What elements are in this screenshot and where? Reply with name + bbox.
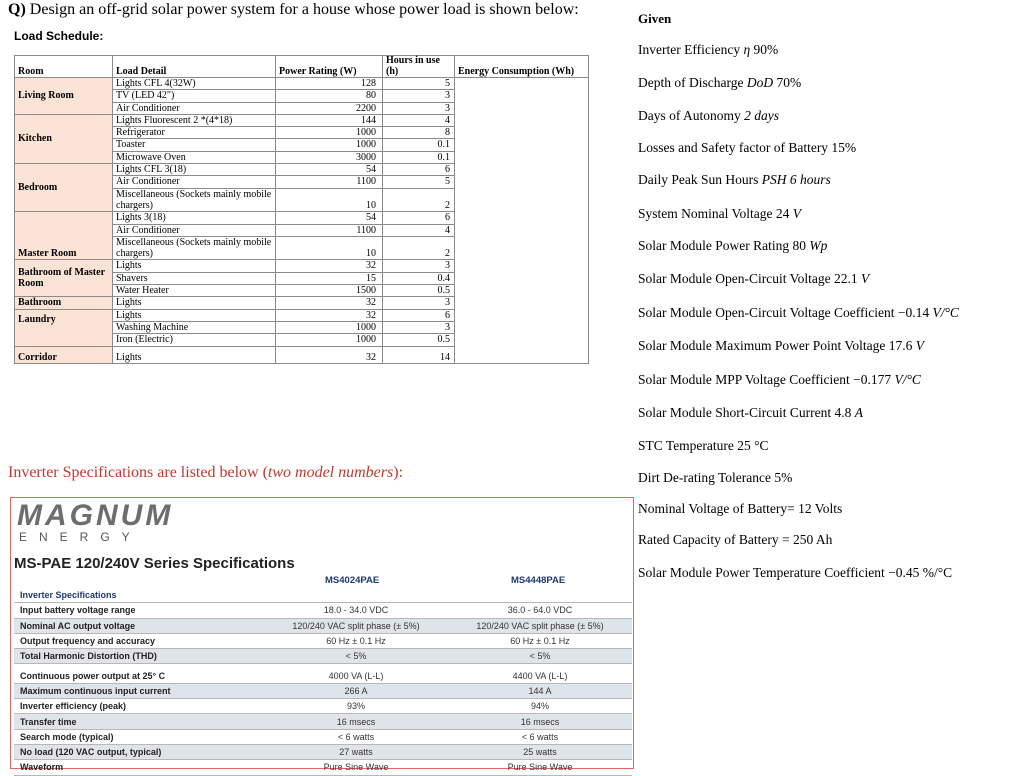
given-item — [638, 565, 952, 581]
power-rating: 1000 — [276, 139, 383, 151]
header-hours: Hours in use (h) — [383, 56, 455, 78]
given-label: Rated Capacity of Battery = 250 Ah — [638, 532, 833, 547]
given-label: Dirt De-rating Tolerance 5% — [638, 470, 793, 485]
spec-value-b: < 5% — [448, 649, 632, 664]
power-rating: 10 — [276, 188, 383, 212]
given-italic: 2 days — [744, 108, 779, 123]
hours-in-use: 4 — [383, 114, 455, 126]
given-label: System Nominal Voltage 24 — [638, 206, 793, 221]
load-detail: Lights — [113, 260, 276, 272]
spec-value-a: 60 Hz ± 0.1 Hz — [264, 633, 448, 648]
power-rating: 1000 — [276, 334, 383, 346]
table-row — [14, 729, 632, 744]
room-master-bathroom: Bathroom of Master Room — [15, 260, 113, 297]
spec-value-a: Pure Sine Wave — [264, 760, 448, 775]
hours-in-use: 0.1 — [383, 139, 455, 151]
hours-in-use: 5 — [383, 176, 455, 188]
given-item — [638, 238, 827, 254]
model-ms4024pae: MS4024PAE — [325, 575, 380, 586]
given-item — [638, 271, 869, 287]
inverter-spec-heading — [8, 464, 403, 482]
spec-value-a: < 5% — [264, 649, 448, 664]
table-row — [14, 714, 632, 729]
load-detail: Toaster — [113, 139, 276, 151]
table-row — [14, 760, 632, 775]
given-label: Solar Module Maximum Power Point Voltage 17.6 — [638, 338, 916, 353]
given-item — [638, 405, 863, 421]
load-schedule-label: Load Schedule: — [14, 29, 104, 43]
given-italic: η — [743, 42, 751, 57]
spec-value-b: 25 watts — [448, 744, 632, 759]
hours-in-use: 6 — [383, 309, 455, 321]
table-row — [14, 668, 632, 683]
given-label: Losses and Safety factor of Battery 15% — [638, 140, 857, 155]
spec-label: Search mode (typical) — [14, 729, 264, 744]
given-label: Daily Peak Sun Hours — [638, 172, 762, 187]
load-detail: Air Conditioner — [113, 176, 276, 188]
room-bedroom: Bedroom — [15, 164, 113, 212]
load-detail: Microwave Oven — [113, 151, 276, 163]
inverter-heading-italic: two model numbers — [267, 464, 394, 481]
given-item — [638, 140, 856, 156]
given-italic: A — [854, 405, 863, 420]
spec-value-a: 4000 VA (L-L) — [264, 668, 448, 683]
inverter-spec-sheet — [10, 497, 634, 773]
power-rating: 128 — [276, 78, 383, 90]
hours-in-use: 0.4 — [383, 272, 455, 284]
spec-section-title: Inverter Specifications — [14, 588, 264, 603]
given-label: Solar Module MPP Voltage Coefficient −0.177 — [638, 372, 895, 387]
load-detail: Lights — [113, 297, 276, 309]
given-italic: V — [860, 271, 870, 286]
room-bathroom: Bathroom — [15, 297, 113, 309]
hours-in-use: 6 — [383, 164, 455, 176]
load-detail: Miscellaneous (Sockets mainly mobile chargers) — [113, 236, 276, 260]
given-item — [638, 470, 792, 486]
hours-in-use: 2 — [383, 188, 455, 212]
given-item — [638, 108, 779, 124]
hours-in-use: 4 — [383, 224, 455, 236]
power-rating: 54 — [276, 164, 383, 176]
spec-label: Waveform — [14, 760, 264, 775]
power-rating: 32 — [276, 309, 383, 321]
header-energy: Energy Consumption (Wh) — [455, 56, 589, 78]
spec-label: Output frequency and accuracy — [14, 633, 264, 648]
header-detail: Load Detail — [113, 56, 276, 78]
room-living: Living Room — [15, 78, 113, 115]
given-label: Days of Autonomy — [638, 108, 745, 123]
room-laundry: Laundry — [15, 309, 113, 346]
hours-in-use: 8 — [383, 127, 455, 139]
given-item — [638, 172, 831, 188]
given-item — [638, 532, 832, 548]
load-detail: Lights CFL 4(32W) — [113, 78, 276, 90]
given-value: 70% — [773, 75, 802, 90]
given-item — [638, 501, 842, 517]
given-item — [638, 42, 778, 58]
spec-label: Maximum continuous input current — [14, 683, 264, 698]
spec-value-b: 94% — [448, 699, 632, 714]
table-row — [14, 649, 632, 664]
load-detail: Miscellaneous (Sockets mainly mobile chargers) — [113, 188, 276, 212]
load-detail: Iron (Electric) — [113, 334, 276, 346]
given-title: Given — [638, 11, 672, 26]
given-italic: V/°C — [894, 372, 921, 387]
header-room: Room — [15, 56, 113, 78]
given-label: Solar Module Short-Circuit Current 4.8 — [638, 405, 855, 420]
table-row — [14, 618, 632, 633]
spec-label: No load (120 VAC output, typical) — [14, 744, 264, 759]
given-label: STC Temperature 25 °C — [638, 438, 769, 453]
load-detail: Lights CFL 3(18) — [113, 164, 276, 176]
load-detail: Refrigerator — [113, 127, 276, 139]
table-row — [14, 744, 632, 759]
load-detail: Shavers — [113, 272, 276, 284]
spec-value-a: 93% — [264, 699, 448, 714]
table-row — [14, 603, 632, 618]
model-ms4448pae: MS4448PAE — [511, 575, 566, 586]
spec-value-b: 36.0 - 64.0 VDC — [448, 603, 632, 618]
load-detail: Washing Machine — [113, 321, 276, 333]
load-detail: Lights — [113, 346, 276, 363]
question-text — [8, 1, 579, 19]
given-italic: PSH 6 hours — [761, 172, 831, 187]
given-item — [638, 438, 769, 454]
load-detail: Lights 3(18) — [113, 212, 276, 224]
hours-in-use: 2 — [383, 236, 455, 260]
hours-in-use: 5 — [383, 78, 455, 90]
power-rating: 1000 — [276, 321, 383, 333]
spec-section-row — [14, 588, 632, 603]
hours-in-use: 0.1 — [383, 151, 455, 163]
hours-in-use: 3 — [383, 321, 455, 333]
given-italic: V/°C — [932, 305, 959, 320]
spec-value-a: 27 watts — [264, 744, 448, 759]
hours-in-use: 3 — [383, 102, 455, 114]
energy-column — [455, 78, 589, 364]
given-item — [638, 305, 959, 321]
given-item — [638, 206, 801, 222]
series-title: MS-PAE 120/240V Series Specifications — [14, 555, 295, 572]
power-rating: 1100 — [276, 176, 383, 188]
inverter-spec-table — [14, 588, 632, 776]
spec-value-a: 266 A — [264, 683, 448, 698]
given-value: 90% — [750, 42, 779, 57]
table-row — [14, 699, 632, 714]
load-detail: Lights — [113, 309, 276, 321]
given-label: Nominal Voltage of Battery= 12 Volts — [638, 501, 843, 516]
given-italic: V — [915, 338, 924, 353]
hours-in-use: 6 — [383, 212, 455, 224]
hours-in-use: 0.5 — [383, 285, 455, 297]
spec-label: Continuous power output at 25° C — [14, 668, 264, 683]
question-body: Design an off-grid solar power system for a house whose power load is shown below: — [29, 1, 579, 18]
spec-value-b: 60 Hz ± 0.1 Hz — [448, 633, 632, 648]
load-table-header — [15, 56, 589, 78]
header-power: Power Rating (W) — [276, 56, 383, 78]
given-item — [638, 75, 801, 91]
inverter-heading-text: Inverter Specifications are listed below ( — [8, 464, 268, 481]
room-master: Master Room — [15, 212, 113, 260]
spec-value-b: 144 A — [448, 683, 632, 698]
load-schedule-table — [14, 55, 589, 364]
load-detail: Air Conditioner — [113, 224, 276, 236]
spec-value-a: 120/240 VAC split phase (± 5%) — [264, 618, 448, 633]
given-item — [638, 372, 921, 388]
power-rating: 1000 — [276, 127, 383, 139]
spec-value-b: Pure Sine Wave — [448, 760, 632, 775]
magnum-logo-subtext: ENERGY — [19, 530, 142, 544]
spec-label: Total Harmonic Distortion (THD) — [14, 649, 264, 664]
table-row — [14, 683, 632, 698]
spec-value-b: 4400 VA (L-L) — [448, 668, 632, 683]
inverter-heading-suffix: ): — [393, 464, 404, 481]
load-detail: Water Heater — [113, 285, 276, 297]
power-rating: 32 — [276, 297, 383, 309]
spec-label: Transfer time — [14, 714, 264, 729]
table-row — [14, 633, 632, 648]
power-rating: 3000 — [276, 151, 383, 163]
given-label: Inverter Efficiency — [638, 42, 744, 57]
spec-value-a: 18.0 - 34.0 VDC — [264, 603, 448, 618]
power-rating: 1500 — [276, 285, 383, 297]
room-kitchen: Kitchen — [15, 114, 113, 163]
given-label: Solar Module Open-Circuit Voltage 22.1 — [638, 271, 861, 286]
hours-in-use: 14 — [383, 346, 455, 363]
hours-in-use: 3 — [383, 297, 455, 309]
power-rating: 54 — [276, 212, 383, 224]
hours-in-use: 0.5 — [383, 334, 455, 346]
spec-label: Input battery voltage range — [14, 603, 264, 618]
load-detail: TV (LED 42") — [113, 90, 276, 102]
given-italic: DoD — [746, 75, 774, 90]
spec-value-a: 16 msecs — [264, 714, 448, 729]
power-rating: 32 — [276, 260, 383, 272]
table-row — [15, 78, 589, 90]
spec-label: Inverter efficiency (peak) — [14, 699, 264, 714]
spec-value-a: < 6 watts — [264, 729, 448, 744]
load-detail: Air Conditioner — [113, 102, 276, 114]
given-label: Solar Module Open-Circuit Voltage Coefficient −0.14 — [638, 305, 933, 320]
given-item — [638, 338, 924, 354]
power-rating: 32 — [276, 346, 383, 363]
magnum-logo: MAGNUM — [17, 499, 174, 532]
given-label: Solar Module Power Temperature Coefficient −0.45 %/°C — [638, 565, 953, 580]
given-label: Solar Module Power Rating 80 — [638, 238, 810, 253]
given-label: Depth of Discharge — [638, 75, 747, 90]
question-prefix: Q) — [8, 1, 26, 18]
power-rating: 80 — [276, 90, 383, 102]
power-rating: 15 — [276, 272, 383, 284]
spec-label: Nominal AC output voltage — [14, 618, 264, 633]
given-italic: Wp — [809, 238, 828, 253]
power-rating: 10 — [276, 236, 383, 260]
hours-in-use: 3 — [383, 90, 455, 102]
hours-in-use: 3 — [383, 260, 455, 272]
power-rating: 2200 — [276, 102, 383, 114]
load-detail: Lights Fluorescent 2 *(4*18) — [113, 114, 276, 126]
power-rating: 1100 — [276, 224, 383, 236]
power-rating: 144 — [276, 114, 383, 126]
room-corridor: Corridor — [15, 346, 113, 363]
spec-value-b: 16 msecs — [448, 714, 632, 729]
spec-value-b: 120/240 VAC split phase (± 5%) — [448, 618, 632, 633]
given-italic: V — [792, 206, 801, 221]
spec-value-b: < 6 watts — [448, 729, 632, 744]
